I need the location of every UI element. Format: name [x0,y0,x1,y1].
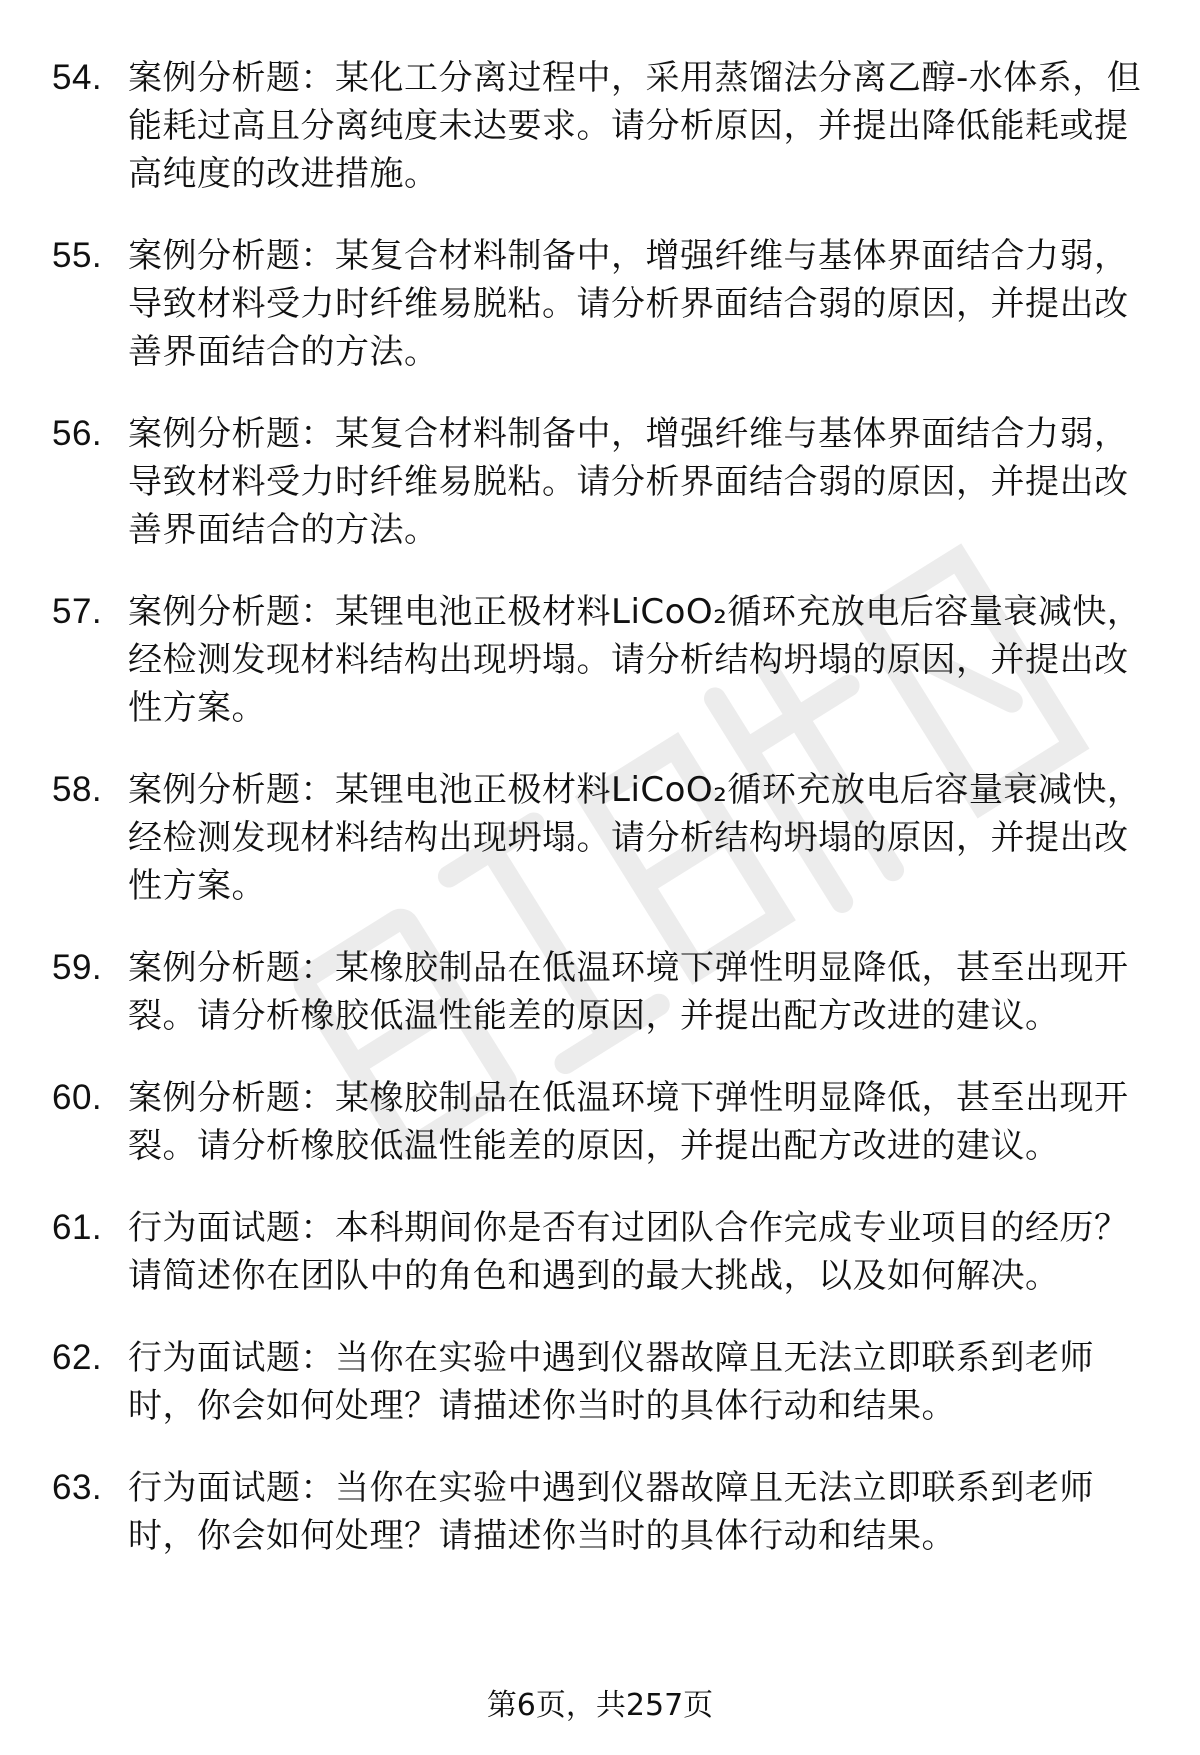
question-text: 案例分析题：某橡胶制品在低温环境下弹性明显降低，甚至出现开裂。请分析橡胶低温性能差的原因，并提出配方改进的建议。 [128,948,1129,1036]
question-item [52,232,1142,376]
question-number: 55. [52,236,103,275]
question-number: 57. [52,592,103,631]
question-text: 案例分析题：某化工分离过程中，采用蒸馏法分离乙醇-水体系，但能耗过高且分离纯度未达要求。请分析原因，并提出降低能耗或提高纯度的改进措施。 [128,58,1142,194]
question-text: 案例分析题：某橡胶制品在低温环境下弹性明显降低，甚至出现开裂。请分析橡胶低温性能差的原因，并提出配方改进的建议。 [128,1078,1129,1166]
question-text: 行为面试题：当你在实验中遇到仪器故障且无法立即联系到老师时，你会如何处理？请描述你当时的具体行动和结果。 [128,1468,1094,1556]
page-indicator: 第6页，共257页 [486,1688,714,1723]
question-item [52,1204,1142,1300]
question-number: 59. [52,948,103,987]
question-text: 案例分析题：某锂电池正极材料LiCoO₂循环充放电后容量衰减快，经检测发现材料结构出现坍塌。请分析结构坍塌的原因，并提出改性方案。 [128,592,1142,728]
question-item [52,944,1142,1040]
question-number: 60. [52,1078,103,1117]
question-item [52,766,1142,910]
question-text: 行为面试题：本科期间你是否有过团队合作完成专业项目的经历？请简述你在团队中的角色和遇到的最大挑战，以及如何解决。 [128,1208,1129,1296]
question-number: 61. [52,1208,103,1247]
question-item [52,54,1142,198]
question-number: 63. [52,1468,103,1507]
question-number: 58. [52,770,103,809]
question-text: 案例分析题：某锂电池正极材料LiCoO₂循环充放电后容量衰减快，经检测发现材料结构出现坍塌。请分析结构坍塌的原因，并提出改性方案。 [128,770,1142,906]
question-item [52,1464,1142,1560]
question-item [52,1334,1142,1430]
question-item [52,1074,1142,1170]
question-text: 案例分析题：某复合材料制备中，增强纤维与基体界面结合力弱，导致材料受力时纤维易脱粘。请分析界面结合弱的原因，并提出改善界面结合的方法。 [128,414,1129,550]
question-list [52,54,1142,1594]
question-item [52,588,1142,732]
question-text: 行为面试题：当你在实验中遇到仪器故障且无法立即联系到老师时，你会如何处理？请描述你当时的具体行动和结果。 [128,1338,1094,1426]
question-number: 56. [52,414,103,453]
question-item [52,410,1142,554]
question-text: 案例分析题：某复合材料制备中，增强纤维与基体界面结合力弱，导致材料受力时纤维易脱粘。请分析界面结合弱的原因，并提出改善界面结合的方法。 [128,236,1129,372]
question-number: 54. [52,58,103,97]
question-number: 62. [52,1338,103,1377]
